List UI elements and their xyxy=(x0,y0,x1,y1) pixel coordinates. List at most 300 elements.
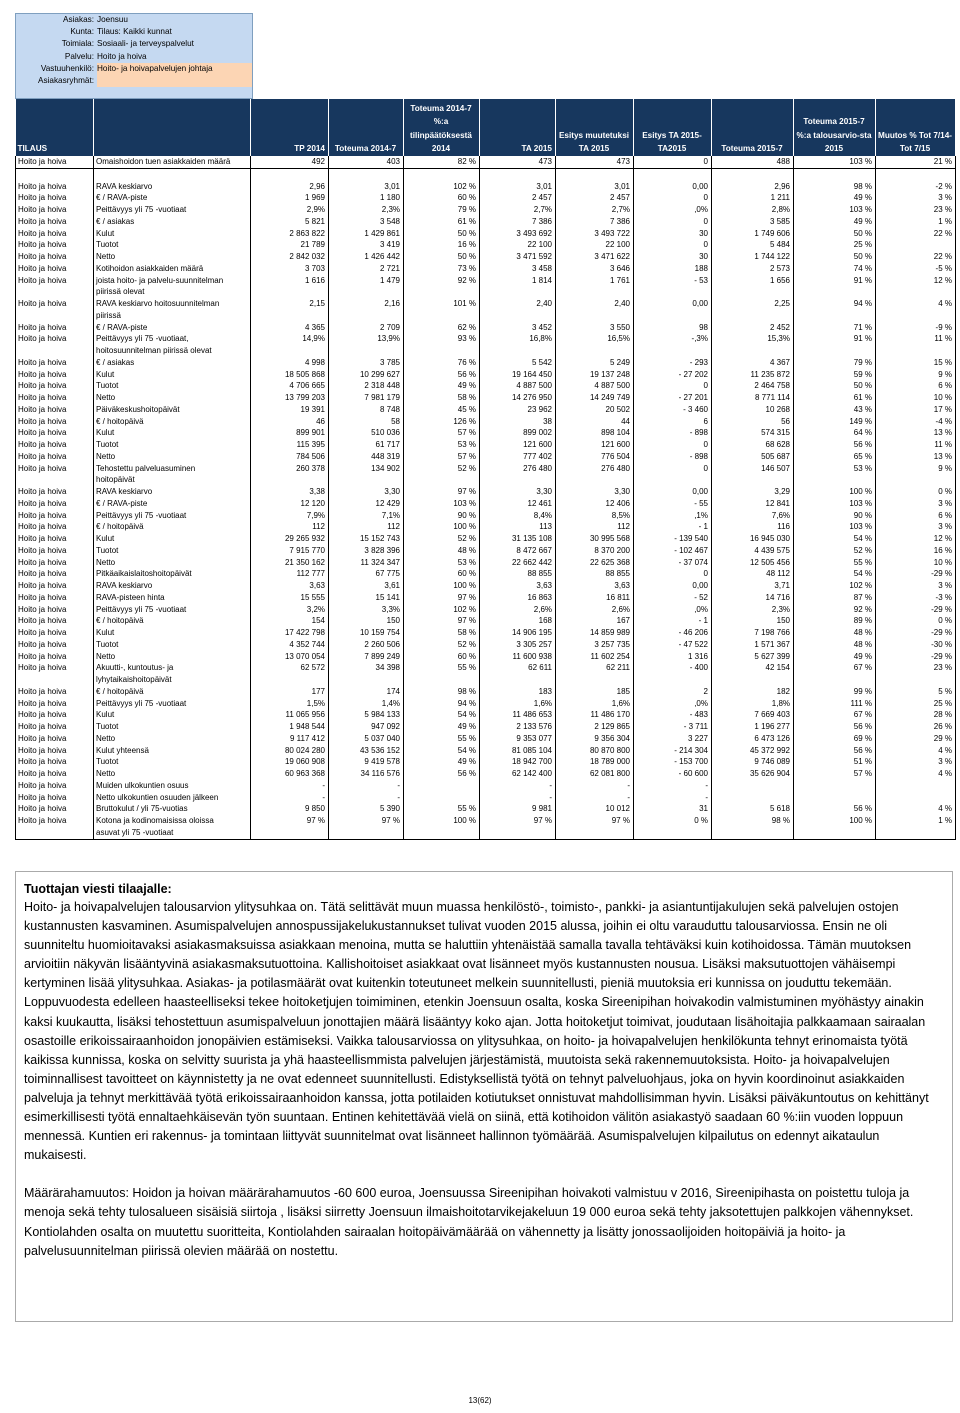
value-cell: 115 395 xyxy=(251,439,329,451)
value-cell: 18 942 700 xyxy=(480,756,556,768)
value-cell: 111 % xyxy=(794,698,876,710)
value-cell: 22 % xyxy=(876,228,956,240)
value-cell: 947 092 xyxy=(329,721,404,733)
value-cell: 94 % xyxy=(794,298,876,310)
value-cell: 54 % xyxy=(794,568,876,580)
value-cell xyxy=(251,310,329,322)
metric-cell: Omaishoidon tuen asiakkaiden määrä xyxy=(94,156,251,168)
table-row xyxy=(16,168,956,180)
value-cell: 53 % xyxy=(404,557,480,569)
value-cell: - 27 202 xyxy=(634,369,712,381)
order-cell: Hoito ja hoiva xyxy=(16,380,94,392)
value-cell xyxy=(251,674,329,686)
order-cell: Hoito ja hoiva xyxy=(16,204,94,216)
table-row xyxy=(16,380,956,392)
value-cell: 49 % xyxy=(404,756,480,768)
value-cell: 276 480 xyxy=(480,463,556,475)
value-cell: 4 352 744 xyxy=(251,639,329,651)
value-cell: 4 887 500 xyxy=(556,380,634,392)
value-cell: 2 464 758 xyxy=(712,380,794,392)
metric-cell xyxy=(94,168,251,180)
value-cell: 90 % xyxy=(404,510,480,522)
value-cell: - 27 201 xyxy=(634,392,712,404)
value-cell: 0 xyxy=(634,380,712,392)
value-cell xyxy=(480,168,556,180)
value-cell: 777 402 xyxy=(480,451,556,463)
value-cell: 22 625 368 xyxy=(556,557,634,569)
value-cell xyxy=(876,474,956,486)
table-row xyxy=(16,463,956,475)
value-cell: 57 % xyxy=(404,427,480,439)
table-row xyxy=(16,662,956,674)
value-cell: 31 xyxy=(634,803,712,815)
value-cell xyxy=(876,168,956,180)
info-value: Hoito- ja hoivapalvelujen johtaja xyxy=(97,63,252,75)
table-row xyxy=(16,392,956,404)
metric-cell: RAVA keskiarvo hoitosuunnitelman xyxy=(94,298,251,310)
value-cell: 1,6% xyxy=(556,698,634,710)
value-cell: 62 % xyxy=(404,322,480,334)
value-cell: 55 % xyxy=(404,803,480,815)
value-cell: 5 984 133 xyxy=(329,709,404,721)
value-cell: 149 % xyxy=(794,416,876,428)
value-cell: 1,4% xyxy=(329,698,404,710)
value-cell: 112 777 xyxy=(251,568,329,580)
metric-cell: hoitosuunnitelman piirissä olevat xyxy=(94,345,251,357)
value-cell: 12 429 xyxy=(329,498,404,510)
value-cell: 3,01 xyxy=(329,181,404,193)
value-cell: 16 % xyxy=(876,545,956,557)
message-paragraph-2: Määrärahamuutos: Hoidon ja hoivan määrärahamuutos -60 600 euroa, Joensuussa Sireenipihan hoivakoti valmistuu v 2016, Sireenipihasta on poistettu tuloja ja menoja sekä tehty tulosalueen sisäisiä siirtoja , lisäksi siirretty Joensuun ilmaishoitotarvikejakeluun 19 000 euroa sekä tehty jaksotettujen palkkojen vähennykset. Kontiolahden osalta on muutettu suoritteita, Kontiolahden sairaalan hoitopäivämäärää on vähennetty ja lisätty jonossaolijoiden hoitopäiviä ja hoito- ja palvelusuunnitelman piirissä olevien määrää on nostettu. xyxy=(24,1186,914,1258)
metric-cell: Netto ulkokuntien osuuden jälkeen xyxy=(94,792,251,804)
report-table xyxy=(15,99,956,840)
value-cell: 67 % xyxy=(794,709,876,721)
value-cell: 9 981 xyxy=(480,803,556,815)
value-cell: 100 % xyxy=(404,521,480,533)
table-row xyxy=(16,651,956,663)
value-cell: 3,63 xyxy=(556,580,634,592)
value-cell: 79 % xyxy=(404,204,480,216)
value-cell: 16 % xyxy=(404,239,480,251)
info-value: Sosiaali- ja terveyspalvelut xyxy=(97,39,194,49)
value-cell: 62 142 400 xyxy=(480,768,556,780)
value-cell: 3,01 xyxy=(480,181,556,193)
value-cell: 93 % xyxy=(404,333,480,345)
value-cell: 0 xyxy=(634,216,712,228)
metric-cell: piirissä olevat xyxy=(94,286,251,298)
value-cell: 10 299 627 xyxy=(329,369,404,381)
value-cell: 52 % xyxy=(404,463,480,475)
value-cell xyxy=(404,674,480,686)
value-cell: 4 % xyxy=(876,298,956,310)
order-cell xyxy=(16,474,94,486)
column-header: Toteuma 2014-7 %:a tilinpäätöksestä 2014 xyxy=(404,99,480,156)
metric-cell: Kulut xyxy=(94,709,251,721)
value-cell: 9 850 xyxy=(251,803,329,815)
value-cell: 2 133 576 xyxy=(480,721,556,733)
value-cell: 0,00 xyxy=(634,580,712,592)
value-cell: 21 % xyxy=(876,156,956,168)
value-cell xyxy=(794,345,876,357)
value-cell: 6 % xyxy=(876,510,956,522)
value-cell: 3,63 xyxy=(251,580,329,592)
table-row xyxy=(16,803,956,815)
value-cell: 3 452 xyxy=(480,322,556,334)
value-cell xyxy=(876,239,956,251)
metric-cell: € / hoitopäivä xyxy=(94,686,251,698)
value-cell: 10 012 xyxy=(556,803,634,815)
value-cell xyxy=(556,827,634,839)
value-cell: 12 406 xyxy=(556,498,634,510)
value-cell: ,1% xyxy=(634,510,712,522)
metric-cell: Päiväkeskushoitopäivät xyxy=(94,404,251,416)
value-cell: 94 % xyxy=(404,698,480,710)
value-cell: 52 % xyxy=(404,639,480,651)
info-row xyxy=(16,14,252,26)
value-cell: 3 646 xyxy=(556,263,634,275)
value-cell: -4 % xyxy=(876,416,956,428)
metric-cell: Tuotot xyxy=(94,380,251,392)
value-cell: 100 % xyxy=(794,486,876,498)
value-cell: 6 xyxy=(634,416,712,428)
value-cell: 16,8% xyxy=(480,333,556,345)
value-cell xyxy=(794,792,876,804)
value-cell: -29 % xyxy=(876,651,956,663)
value-cell: 54 % xyxy=(794,533,876,545)
metric-cell: Kotihoidon asiakkaiden määrä xyxy=(94,263,251,275)
value-cell: 58 xyxy=(329,416,404,428)
value-cell: 56 % xyxy=(794,745,876,757)
value-cell: -29 % xyxy=(876,627,956,639)
value-cell: 3 257 735 xyxy=(556,639,634,651)
table-row xyxy=(16,369,956,381)
table-row xyxy=(16,263,956,275)
info-label: Toimiala: xyxy=(61,39,94,49)
message-paragraph-1: Hoito- ja hoivapalvelujen talousarvion ylitysuhkaa on. Tätä selittävät muun muassa henkilöstö-, toimisto-, pankki- ja asiantuntijakulujen sekä palvelujen ostojen kustannusten kasvaminen. Asumispalvelujen annospussijakelukustannukset tulivat vuoden 2015 alussa, joihin ei oltu varauduttu talousarviossa. Ensin ne oli suunniteltu huomioitavaksi asiakasmaksuissa asiakkaan menoina, mutta se haluttiin yhtenäistää samalla tavalla tehtäväksi kuin kotihoidossa. Tämän muutoksen arvioitiin näkyvän lisääntyvinä asiakasmaksutuottoina. Kallishoitoiset asiakkaat ovat lisänneet myös kustannusten nousua. Lisäksi maksutuottojen vähäisempi kertyminen lisää ylitysuhkaa. Asiakas- ja potilasmäärät ovat kuitenkin toteutuneet melkein suunnitellusti, pieniä muutoksia eri kunnissa on jouduttu tekemään. Loppuvuodesta edelleen haasteelliseksi tekee hoitoketjujen toimiminen, etenkin Joensuun osalta, koska Sireenipihan hoivakodin valmistuminen myöhästyy ainakin kaksi kuukautta, lisäksi tehostettuun asumispalveluun jonottajien määrä lisääntyy koko ajan. Jotta hoitoketjut toimivat, joudutaan lisähoitajia palkkaamaan sairaalan osastoille erikoissairaanhoidon jonopäivien estämiseksi. Vaikka talousarviossa on ylitysuhkaa, on hoito- ja hoivapalvelujen henkilökunta tehnyt erinomaista työtä kaikissa kunnissa, koska on selvitty suurista ja yhä haasteellismmista palvelujen järjestämistä, muutoista sekä rakennemuutoksista. Hoito- ja hoivapalvelujen toiminnallisest tavoitteet on käynnistetty ja ne ovat edenneet suunnitellusti. Edistyksellistä työtä on tehnyt palveluohjaus, joka on hyvin koordinoinut asiakkaiden palveluja ja tehnyt merkittävää työtä erikoissairaanhoidon kanssa, jotta potilaiden kotiutukset onnistuvat mahdollisimman hyvin. Lisäksi päiväkuntoutus on kehittänyt esimerkillisesti työtä ennaltaehkäisevän työn suuntaan. Entinen kehitettävää vielä on siinä, että kotihoidon välitön asiakastyö saadaan 60 %:iin vuoden loppuun mennessä. Kuntien eri rakennus- ja tomintaan liittyvät suunnitelmat ovat lisänneet hallinnon työmäärää. Asumispalvelujen kilpailutus on edennyt aikataulun mukaisesti. xyxy=(24,900,929,1163)
value-cell: - xyxy=(634,792,712,804)
value-cell: 60 % xyxy=(404,568,480,580)
value-cell: 49 % xyxy=(404,721,480,733)
value-cell: 1 814 xyxy=(480,275,556,287)
value-cell: 62 572 xyxy=(251,662,329,674)
value-cell xyxy=(794,286,876,298)
table-row xyxy=(16,181,956,193)
value-cell: 113 xyxy=(480,521,556,533)
value-cell: 3,30 xyxy=(556,486,634,498)
table-row xyxy=(16,815,956,827)
value-cell: 3,01 xyxy=(556,181,634,193)
table-row xyxy=(16,498,956,510)
page-number: 13(62) xyxy=(468,1396,492,1405)
value-cell: 784 506 xyxy=(251,451,329,463)
value-cell: 42 154 xyxy=(712,662,794,674)
metric-cell: € / hoitopäivä xyxy=(94,416,251,428)
value-cell: 1 % xyxy=(876,216,956,228)
value-cell: 79 % xyxy=(794,357,876,369)
value-cell: 43 % xyxy=(794,404,876,416)
value-cell: 1,5% xyxy=(251,698,329,710)
value-cell: 177 xyxy=(251,686,329,698)
table-row xyxy=(16,557,956,569)
value-cell: -,3% xyxy=(634,333,712,345)
metric-cell: Kulut xyxy=(94,533,251,545)
value-cell: 5 % xyxy=(876,686,956,698)
value-cell: 21 789 xyxy=(251,239,329,251)
value-cell: 473 xyxy=(480,156,556,168)
value-cell: 56 % xyxy=(794,721,876,733)
metric-cell: Kulut xyxy=(94,427,251,439)
table-row xyxy=(16,733,956,745)
value-cell: 3,29 xyxy=(712,486,794,498)
order-cell: Hoito ja hoiva xyxy=(16,592,94,604)
value-cell: 121 600 xyxy=(480,439,556,451)
metric-cell: Netto xyxy=(94,392,251,404)
value-cell: 11 065 956 xyxy=(251,709,329,721)
table-row xyxy=(16,357,956,369)
value-cell: 28 % xyxy=(876,709,956,721)
value-cell: - 1 xyxy=(634,615,712,627)
value-cell xyxy=(712,674,794,686)
table-row xyxy=(16,580,956,592)
value-cell: 48 % xyxy=(794,639,876,651)
metric-cell: € / asiakas xyxy=(94,216,251,228)
order-cell: Hoito ja hoiva xyxy=(16,721,94,733)
order-cell: Hoito ja hoiva xyxy=(16,521,94,533)
metric-cell: Tuotot xyxy=(94,439,251,451)
order-cell: Hoito ja hoiva xyxy=(16,768,94,780)
table-row xyxy=(16,451,956,463)
value-cell: 76 % xyxy=(404,357,480,369)
order-cell: Hoito ja hoiva xyxy=(16,615,94,627)
value-cell: 112 xyxy=(329,521,404,533)
order-cell xyxy=(16,310,94,322)
value-cell: 3 % xyxy=(876,192,956,204)
value-cell: 92 % xyxy=(404,275,480,287)
value-cell: - 400 xyxy=(634,662,712,674)
table-row xyxy=(16,486,956,498)
value-cell: 3,3% xyxy=(329,604,404,616)
value-cell: 5 037 040 xyxy=(329,733,404,745)
value-cell: 13 070 054 xyxy=(251,651,329,663)
order-cell: Hoito ja hoiva xyxy=(16,580,94,592)
value-cell: 17 422 798 xyxy=(251,627,329,639)
metric-cell: Pitkäaikaislaitoshoitopäivät xyxy=(94,568,251,580)
value-cell: 1 % xyxy=(876,815,956,827)
info-value: Tilaus: Kaikki kunnat xyxy=(97,27,172,37)
value-cell: 121 600 xyxy=(556,439,634,451)
column-header: Toteuma 2015-7 %:a talousarvio-sta 2015 xyxy=(794,99,876,156)
value-cell xyxy=(634,827,712,839)
value-cell: 55 % xyxy=(404,662,480,674)
value-cell: 174 xyxy=(329,686,404,698)
value-cell: 776 504 xyxy=(556,451,634,463)
value-cell: 183 xyxy=(480,686,556,698)
table-row xyxy=(16,615,956,627)
value-cell: 35 626 904 xyxy=(712,768,794,780)
table-row xyxy=(16,286,956,298)
value-cell xyxy=(329,286,404,298)
value-cell: 14 249 749 xyxy=(556,392,634,404)
value-cell: 49 % xyxy=(794,651,876,663)
value-cell: 168 xyxy=(480,615,556,627)
value-cell: 899 901 xyxy=(251,427,329,439)
order-cell: Hoito ja hoiva xyxy=(16,686,94,698)
value-cell: 25 % xyxy=(794,239,876,251)
value-cell: 14 906 195 xyxy=(480,627,556,639)
value-cell: 64 % xyxy=(794,427,876,439)
value-cell xyxy=(404,474,480,486)
value-cell: 3,38 xyxy=(251,486,329,498)
value-cell xyxy=(404,310,480,322)
value-cell: 34 116 576 xyxy=(329,768,404,780)
value-cell: 68 628 xyxy=(712,439,794,451)
value-cell: 8 771 114 xyxy=(712,392,794,404)
value-cell: 473 xyxy=(556,156,634,168)
value-cell: 5 627 399 xyxy=(712,651,794,663)
value-cell: 150 xyxy=(712,615,794,627)
order-cell: Hoito ja hoiva xyxy=(16,192,94,204)
value-cell: 7 386 xyxy=(556,216,634,228)
value-cell: 1 211 xyxy=(712,192,794,204)
table-body xyxy=(16,156,956,839)
value-cell: 510 036 xyxy=(329,427,404,439)
value-cell: 23 962 xyxy=(480,404,556,416)
value-cell: 2,6% xyxy=(556,604,634,616)
table-header-row xyxy=(16,99,956,156)
value-cell: 38 xyxy=(480,416,556,428)
value-cell: 48 % xyxy=(794,627,876,639)
value-cell: 3,63 xyxy=(480,580,556,592)
value-cell: 98 xyxy=(634,322,712,334)
metric-cell: RAVA keskiarvo xyxy=(94,181,251,193)
value-cell: 103 % xyxy=(794,204,876,216)
value-cell: 12 120 xyxy=(251,498,329,510)
order-cell: Hoito ja hoiva xyxy=(16,780,94,792)
info-row xyxy=(16,38,252,50)
value-cell: -3 % xyxy=(876,592,956,604)
value-cell: 150 xyxy=(329,615,404,627)
value-cell: 97 % xyxy=(251,815,329,827)
value-cell: - 139 540 xyxy=(634,533,712,545)
value-cell xyxy=(556,674,634,686)
value-cell: 31 135 108 xyxy=(480,533,556,545)
order-cell: Hoito ja hoiva xyxy=(16,322,94,334)
value-cell: 92 % xyxy=(794,604,876,616)
value-cell: 505 687 xyxy=(712,451,794,463)
value-cell: 29 % xyxy=(876,733,956,745)
value-cell: 2 842 032 xyxy=(251,251,329,263)
value-cell: 3 585 xyxy=(712,216,794,228)
value-cell: 69 % xyxy=(794,733,876,745)
value-cell: - xyxy=(556,792,634,804)
value-cell: 49 % xyxy=(794,192,876,204)
value-cell: 13 % xyxy=(876,427,956,439)
value-cell: 80 870 800 xyxy=(556,745,634,757)
value-cell: 102 % xyxy=(404,604,480,616)
value-cell: 5 618 xyxy=(712,803,794,815)
value-cell: 2 452 xyxy=(712,322,794,334)
value-cell: 0,00 xyxy=(634,181,712,193)
value-cell: -30 % xyxy=(876,639,956,651)
table-row xyxy=(16,639,956,651)
value-cell: 1 761 xyxy=(556,275,634,287)
metric-cell: Akuutti-, kuntoutus- ja xyxy=(94,662,251,674)
value-cell: 97 % xyxy=(404,486,480,498)
value-cell: 2 457 xyxy=(480,192,556,204)
column-header: TA 2015 xyxy=(480,99,556,156)
value-cell xyxy=(876,345,956,357)
order-cell: Hoito ja hoiva xyxy=(16,298,94,310)
value-cell: 44 xyxy=(556,416,634,428)
table-row xyxy=(16,756,956,768)
value-cell xyxy=(876,792,956,804)
value-cell: 102 % xyxy=(794,580,876,592)
value-cell: 0 xyxy=(634,568,712,580)
value-cell: 14,9% xyxy=(251,333,329,345)
value-cell xyxy=(329,474,404,486)
value-cell: - 102 467 xyxy=(634,545,712,557)
value-cell: 15 % xyxy=(876,357,956,369)
value-cell: 90 % xyxy=(794,510,876,522)
value-cell: - 483 xyxy=(634,709,712,721)
value-cell xyxy=(480,345,556,357)
value-cell: 0 % xyxy=(634,815,712,827)
value-cell: 3,30 xyxy=(480,486,556,498)
value-cell: 100 % xyxy=(794,815,876,827)
value-cell: 2 xyxy=(634,686,712,698)
value-cell: 67 % xyxy=(794,662,876,674)
metric-cell: Peittävyys yli 75 -vuotiaat xyxy=(94,204,251,216)
value-cell: 0 % xyxy=(876,615,956,627)
value-cell: 22 100 xyxy=(480,239,556,251)
metric-cell: € / RAVA-piste xyxy=(94,192,251,204)
table-row xyxy=(16,192,956,204)
value-cell: 2,7% xyxy=(480,204,556,216)
metric-cell: asuvat yli 75 -vuotiaat xyxy=(94,827,251,839)
value-cell: - 3 711 xyxy=(634,721,712,733)
table-row xyxy=(16,709,956,721)
value-cell: 16 811 xyxy=(556,592,634,604)
value-cell xyxy=(876,827,956,839)
value-cell: 1 196 277 xyxy=(712,721,794,733)
metric-cell: Tuotot xyxy=(94,545,251,557)
value-cell: 30 995 568 xyxy=(556,533,634,545)
order-cell: Hoito ja hoiva xyxy=(16,698,94,710)
metric-cell: RAVA-pisteen hinta xyxy=(94,592,251,604)
order-cell: Hoito ja hoiva xyxy=(16,392,94,404)
value-cell: 21 350 162 xyxy=(251,557,329,569)
value-cell: 48 112 xyxy=(712,568,794,580)
value-cell: 4 % xyxy=(876,803,956,815)
value-cell: 146 507 xyxy=(712,463,794,475)
value-cell: 2,16 xyxy=(329,298,404,310)
table-row xyxy=(16,545,956,557)
metric-cell: joista hoito- ja palvelu-suunnitelman xyxy=(94,275,251,287)
order-cell: Hoito ja hoiva xyxy=(16,275,94,287)
value-cell: 112 xyxy=(556,521,634,533)
value-cell: 97 % xyxy=(404,592,480,604)
order-cell: Hoito ja hoiva xyxy=(16,651,94,663)
value-cell xyxy=(404,792,480,804)
value-cell: 1 316 xyxy=(634,651,712,663)
value-cell: 3 % xyxy=(876,580,956,592)
info-value: Hoito ja hoiva xyxy=(97,51,147,61)
value-cell: 5 821 xyxy=(251,216,329,228)
value-cell: 8,4% xyxy=(480,510,556,522)
value-cell: 9 % xyxy=(876,369,956,381)
value-cell: 1 180 xyxy=(329,192,404,204)
value-cell: 97 % xyxy=(556,815,634,827)
